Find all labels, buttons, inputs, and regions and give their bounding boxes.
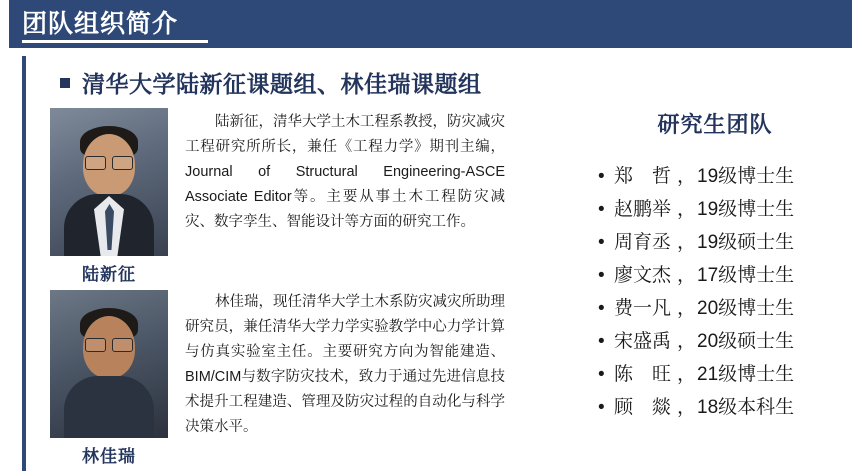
bullet-dot-icon: •	[598, 397, 605, 418]
student-info: 17级博士生	[697, 265, 795, 286]
student-separator: ，	[677, 397, 697, 418]
person-card-1	[50, 108, 168, 285]
student-info: 21级博士生	[697, 364, 795, 385]
student-name: 顾 燚	[614, 397, 672, 418]
list-item	[598, 226, 843, 259]
person-card-2	[50, 290, 168, 467]
student-name: 宋盛禹	[614, 331, 672, 352]
header-accent-bar	[0, 0, 9, 48]
list-item	[598, 292, 843, 325]
person-name-1: 陆新征	[82, 265, 136, 284]
person-bio-2	[185, 290, 505, 440]
student-info: 18级本科生	[697, 397, 795, 418]
person-bio-1	[185, 110, 505, 235]
student-info: 20级博士生	[697, 298, 795, 319]
section-subtitle-text: 清华大学陆新征课题组、林佳瑞课题组	[82, 71, 482, 97]
bullet-dot-icon: •	[598, 364, 605, 385]
person-bio-2-text: 林佳瑞，现任清华大学土木系防灾减灾所助理研究员，兼任清华大学力学实验教学中心力学计算与仿真实验室主任。主要研究方向为智能建造、BIM/CIM与数字防灾技术，致力于通过先进信息技术提升工程建造、管理及防灾过程的自动化与科学决策水平。	[185, 294, 505, 435]
bullet-dot-icon: •	[598, 199, 605, 220]
list-item	[598, 391, 843, 424]
student-name: 廖文杰	[614, 265, 672, 286]
list-item	[598, 325, 843, 358]
slide-header	[0, 0, 852, 48]
bullet-dot-icon: •	[598, 265, 605, 286]
header-title-underline	[22, 40, 208, 43]
student-separator: ，	[677, 166, 697, 187]
bullet-dot-icon: •	[598, 232, 605, 253]
square-bullet-icon	[60, 78, 70, 88]
portrait-glasses-shape	[85, 156, 133, 168]
person-name-2: 林佳瑞	[82, 447, 136, 466]
bullet-dot-icon: •	[598, 331, 605, 352]
student-info: 20级硕士生	[697, 331, 795, 352]
student-name: 郑 哲	[614, 166, 672, 187]
student-name: 费一凡	[614, 298, 672, 319]
student-info: 19级博士生	[697, 199, 795, 220]
person-photo-1	[50, 108, 168, 256]
student-info: 19级硕士生	[697, 232, 795, 253]
student-name: 赵鹏举	[614, 199, 672, 220]
left-vertical-rule	[22, 56, 26, 471]
list-item	[598, 358, 843, 391]
bullet-dot-icon: •	[598, 166, 605, 187]
student-separator: ，	[677, 298, 697, 319]
graduate-team-title: 研究生团队	[657, 112, 773, 137]
portrait-glasses-shape	[85, 338, 133, 350]
person-photo-2	[50, 290, 168, 438]
list-item	[598, 259, 843, 292]
student-separator: ，	[677, 331, 697, 352]
student-info: 19级博士生	[697, 166, 795, 187]
list-item	[598, 193, 843, 226]
student-name: 周育丞	[614, 232, 672, 253]
page-title: 团队组织简介	[22, 10, 179, 38]
graduate-student-list	[598, 160, 843, 424]
person-bio-1-text: 陆新征，清华大学土木工程系教授，防灾减灾工程研究所所长，兼任《工程力学》期刊主编，Journal of Structural Engineering-ASCE Associate Editor等。主要从事土木工程防灾减灾、数字孪生、智能设计等方面的研究工作。	[185, 114, 505, 230]
section-subtitle	[60, 66, 482, 99]
list-item	[598, 160, 843, 193]
portrait-jacket-shape	[64, 376, 154, 438]
student-separator: ，	[677, 364, 697, 385]
student-separator: ，	[677, 232, 697, 253]
student-separator: ，	[677, 265, 697, 286]
bullet-dot-icon: •	[598, 298, 605, 319]
student-separator: ，	[677, 199, 697, 220]
student-name: 陈 旺	[614, 364, 672, 385]
